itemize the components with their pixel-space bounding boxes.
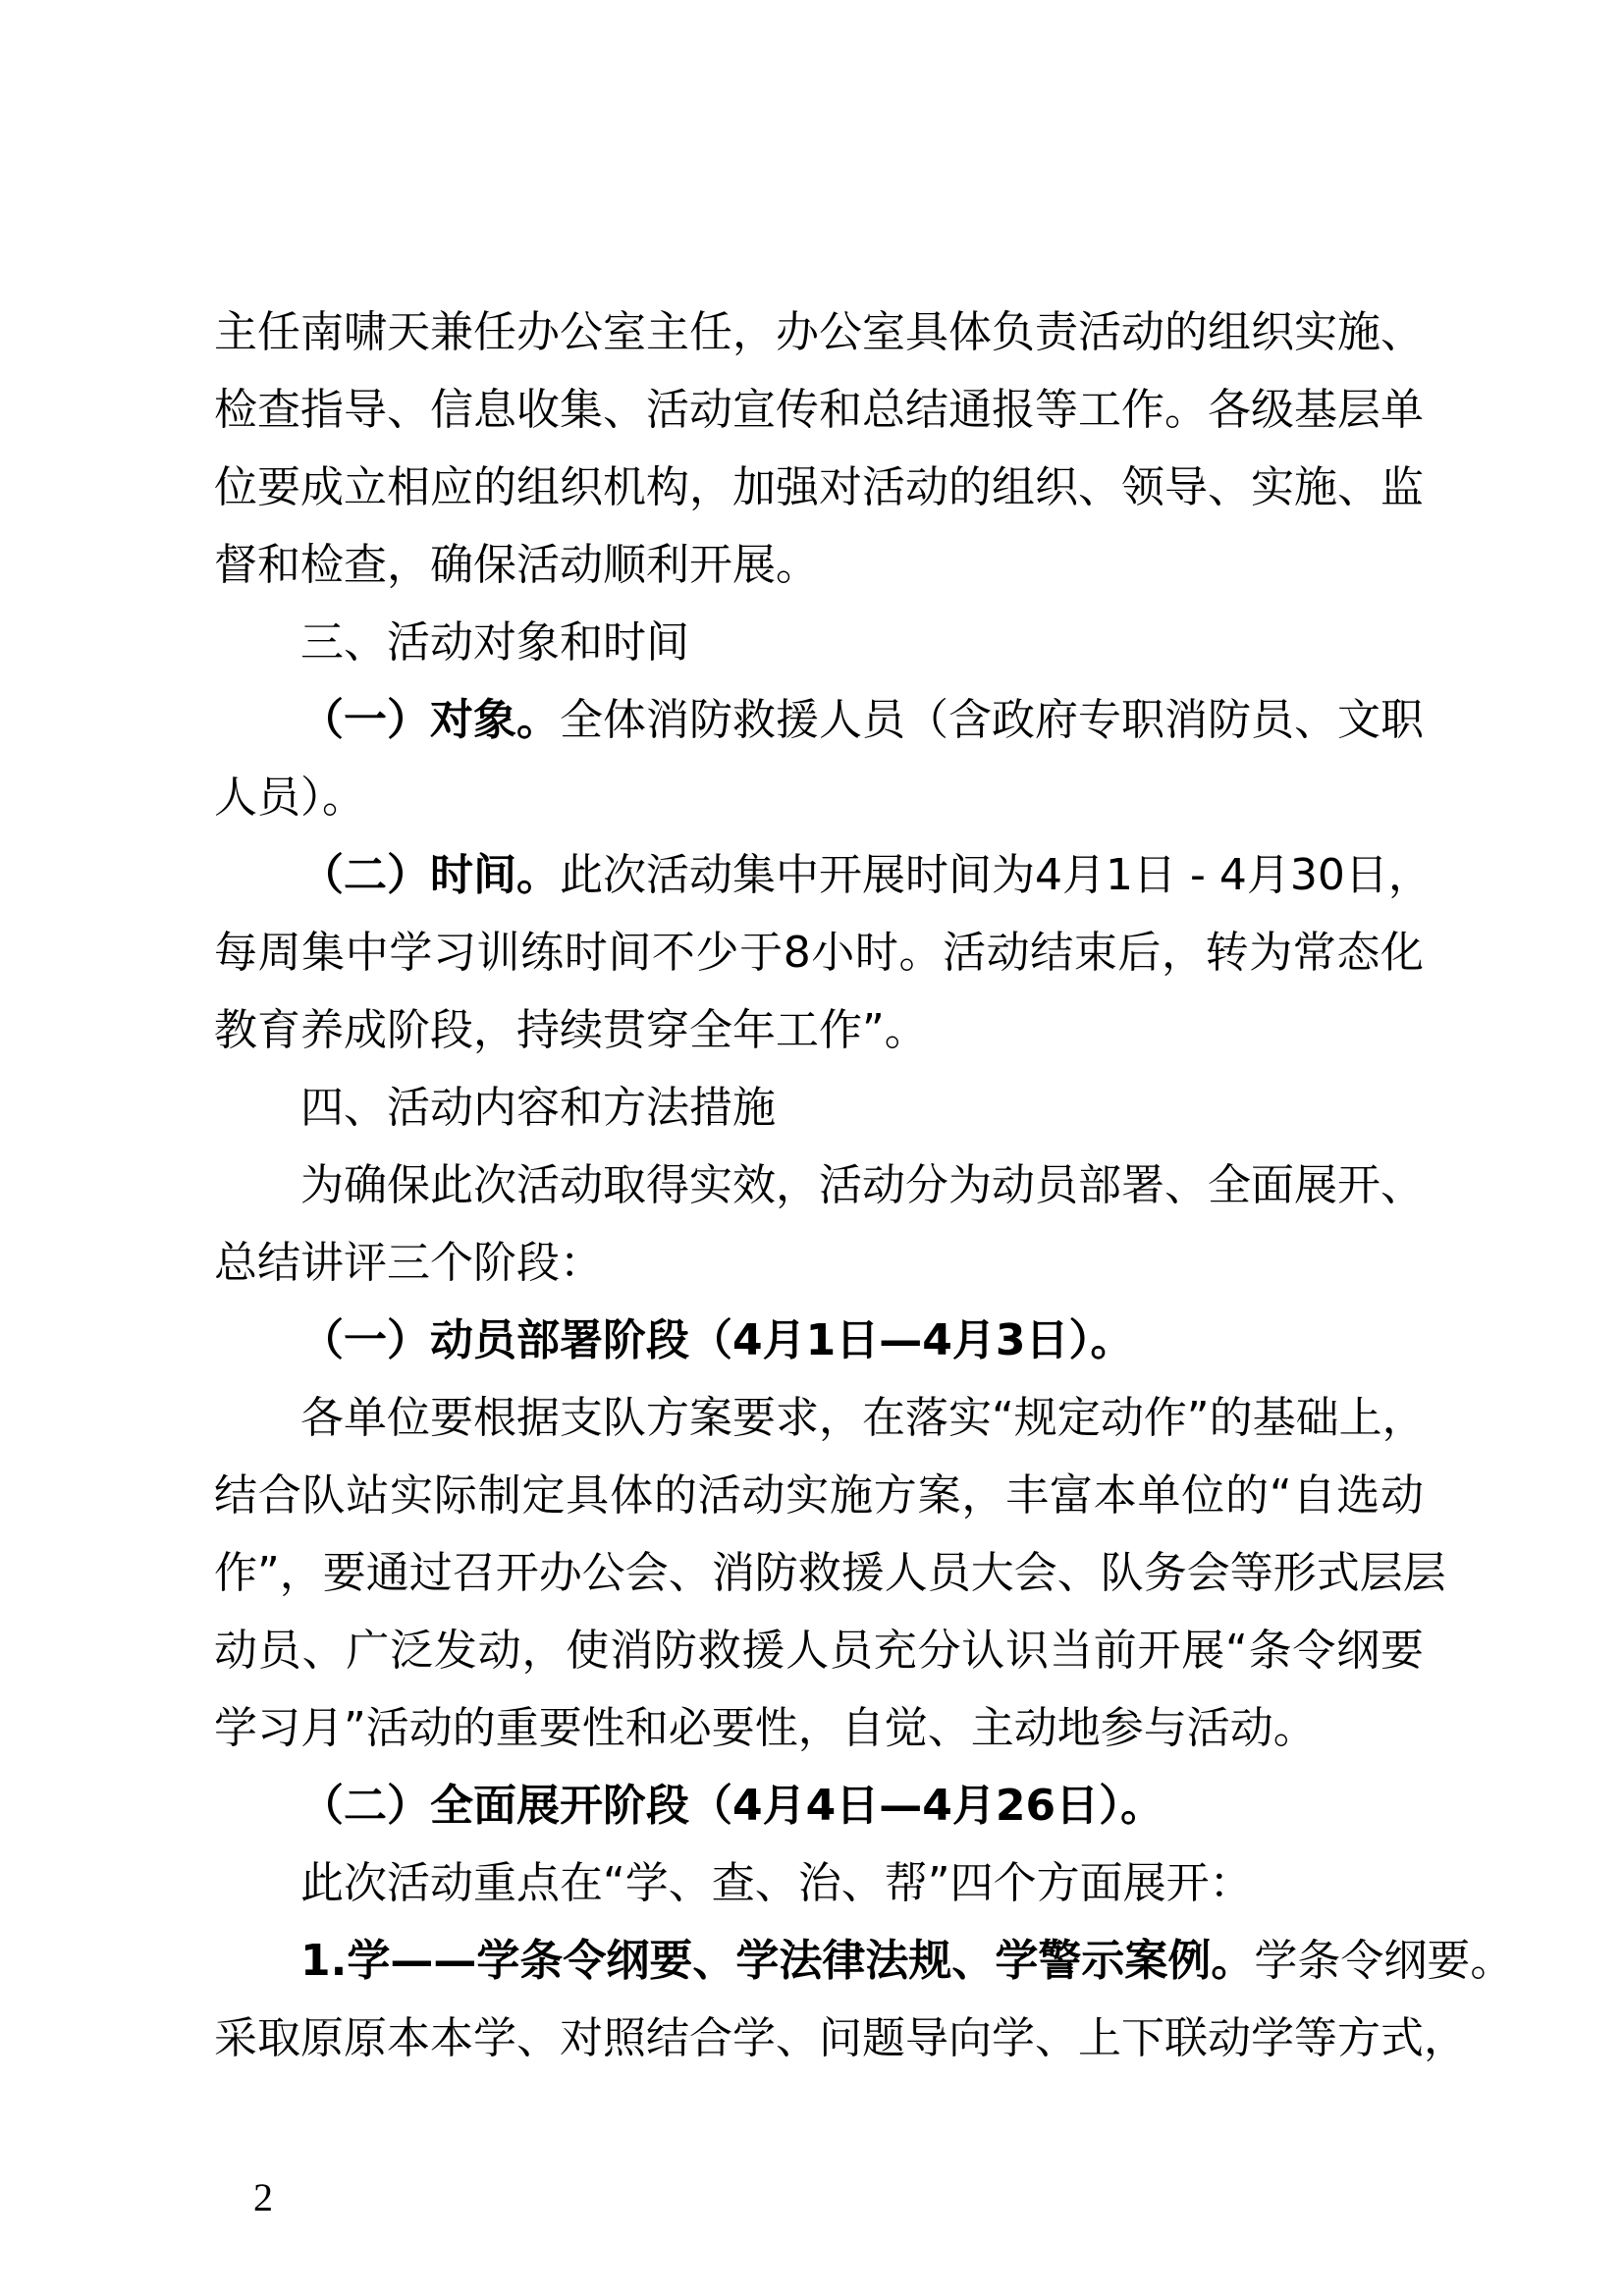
body-text: 检查指导、信息收集、活动宣传和总结通报等工作。各级基层单 — [214, 385, 1424, 435]
text-line — [300, 1147, 1424, 1224]
body-text: 每周集中学习训练时间不少于8小时。活动结束后，转为常态化 — [214, 928, 1424, 978]
text-line — [214, 991, 1424, 1069]
body-text: 此次活动重点在“学、查、治、帮”四个方面展开： — [300, 1858, 1253, 1908]
body-text: 结合队站实际制定具体的活动实施方案，丰富本单位的“自选动 — [214, 1470, 1424, 1521]
bold-heading-text: 1.学——学条令纲要、学法律法规、学警示案例。 — [300, 1936, 1255, 1986]
bold-heading-text: （一）对象。 — [300, 695, 560, 745]
text-line — [300, 1069, 1424, 1147]
text-line — [214, 759, 1424, 836]
text-line — [300, 1767, 1424, 1844]
text-line — [214, 914, 1424, 991]
text-line — [300, 1922, 1514, 2000]
text-line — [214, 526, 1424, 604]
bold-heading-text: （一）动员部署阶段（4月1日—4月3日）。 — [300, 1315, 1134, 1365]
body-text: 此次活动集中开展时间为4月1日 - 4月30日， — [560, 850, 1432, 900]
text-line — [214, 1224, 1424, 1302]
body-text: 教育养成阶段，持续贯穿全年工作”。 — [214, 1005, 928, 1055]
text-line — [214, 449, 1424, 526]
page-number: 2 — [253, 2175, 273, 2219]
text-line — [214, 1457, 1424, 1534]
body-text: 主任南啸天兼任办公室主任，办公室具体负责活动的组织实施、 — [214, 307, 1424, 357]
text-line — [214, 371, 1424, 449]
text-line — [300, 1302, 1424, 1379]
text-line — [214, 1689, 1424, 1767]
body-text: 学习月”活动的重要性和必要性，自觉、主动地参与活动。 — [214, 1703, 1317, 1753]
text-line — [214, 2000, 1467, 2077]
text-line — [214, 1534, 1446, 1612]
body-text: 采取原原本本学、对照结合学、问题导向学、上下联动学等方式， — [214, 2013, 1467, 2063]
text-line — [300, 604, 1424, 681]
body-text: 动员、广泛发动，使消防救援人员充分认识当前开展“条令纲要 — [214, 1626, 1424, 1676]
body-text: 督和检查，确保活动顺利开展。 — [214, 540, 819, 590]
body-text: 为确保此次活动取得实效，活动分为动员部署、全面展开、 — [300, 1160, 1424, 1210]
text-line — [214, 294, 1424, 371]
text-line — [300, 836, 1432, 914]
body-text: 三、活动对象和时间 — [300, 617, 689, 667]
text-line — [300, 1844, 1424, 1922]
bold-heading-text: （二）全面展开阶段（4月4日—4月26日）。 — [300, 1781, 1164, 1831]
body-text: 各单位要根据支队方案要求，在落实“规定动作”的基础上， — [300, 1393, 1426, 1443]
body-text: 学条令纲要。 — [1254, 1936, 1514, 1986]
text-line — [300, 1379, 1424, 1457]
text-line — [214, 1612, 1424, 1689]
body-text: 位要成立相应的组织机构，加强对活动的组织、领导、实施、监 — [214, 462, 1424, 512]
bold-heading-text: （二）时间。 — [300, 850, 560, 900]
body-text: 人员）。 — [214, 773, 365, 823]
body-text: 总结讲评三个阶段： — [214, 1238, 603, 1288]
body-text: 作”，要通过召开办公会、消防救援人员大会、队务会等形式层层 — [214, 1548, 1446, 1598]
text-line — [300, 681, 1424, 759]
body-text: 全体消防救援人员（含政府专职消防员、文职 — [560, 695, 1424, 745]
body-text: 四、活动内容和方法措施 — [300, 1083, 776, 1133]
